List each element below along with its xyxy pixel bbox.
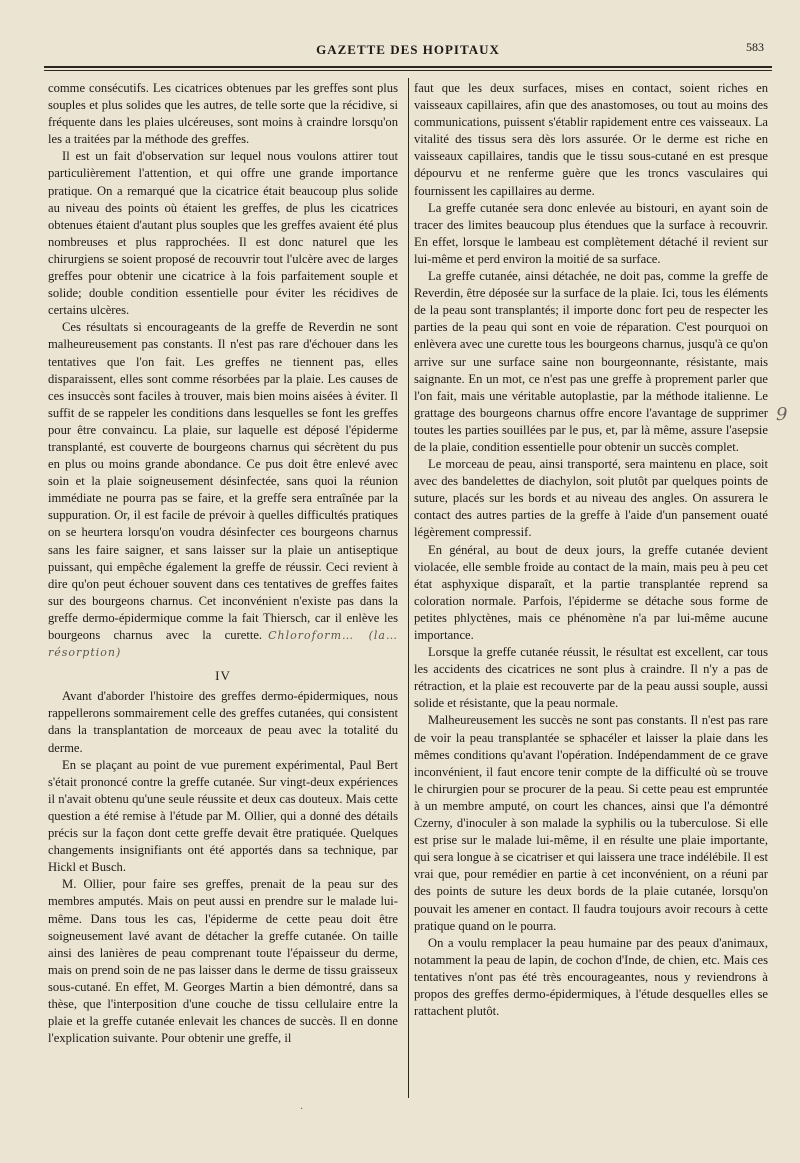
left-column: [48, 80, 398, 1090]
paragraph: La greffe cutanée, ainsi détachée, ne doit pas, comme la greffe de Reverdin, être déposée sur la surface de la plaie. Ici, tous les éléments de la peau sont transplantés; il importe donc fort peu de respecter les parties de la peau qui sont en voie de réparation. C'est pourquoi on enlèvera avec une curette tous les bourgeons charnus, jusqu'à ce qu'on arrive sur une surface saine non bourgeonnante, résistante, mais saignante. En un mot, ce n'est pas une greffe à proprement parler que l'on fait, mais une véritable autoplastie, par la méthode italienne. Le grattage des bourgeons charnus offre encore l'avantage de supprimer toutes les parties souillées par le pus, et, par là même, assure l'asepsie de la plaie, condition essentielle pour obtenir un succès complet.: [414, 269, 768, 454]
paragraph: comme consécutifs. Les cicatrices obtenues par les greffes sont plus souples et plus solides que les autres, de telle sorte que la récidive, si fréquente dans les plaies ulcéreuses, sont moins à craindre lorsqu'on les a traitées par la méthode des greffes.: [48, 81, 398, 147]
paragraph: On a voulu remplacer la peau humaine par des peaux d'animaux, notamment la peau de lapin, de cochon d'Inde, de chien, etc. Mais ces tentatives n'ont pas été très encourageantes, nous y reviendrons à propos des greffes dermo-épidermiques, à l'étude desquelles elles se rattachent plutôt.: [414, 935, 768, 1019]
paragraph: En général, au bout de deux jours, la greffe cutanée devient violacée, elle semble froide au contact de la main, mais peu à peu cet état asphyxique disparaît, et la partie transplantée reprend sa coloration normale. Parfois, l'épiderme se détache sous forme de petites phlyctènes, mais ce phénomène n'a par lui-même aucune importance.: [414, 542, 768, 642]
paragraph: Lorsque la greffe cutanée réussit, le résultat est excellent, car tous les accidents des cicatrices ne sont plus à craindre. Il n'y a pas de rétraction, et la plaie est recouverte par de la peau aussi souple, aussi solide et résistante, que la peau normale.: [414, 645, 768, 711]
section-heading: IV: [215, 668, 231, 684]
page-number: 583: [746, 40, 764, 54]
header-rule-thin: [44, 70, 772, 71]
header-rule-thick: [44, 66, 772, 68]
paragraph: Le morceau de peau, ainsi transporté, sera maintenu en place, soit avec des bandelettes de diachylon, soit plutôt par quelques points de suture, placés sur les bords et au niveau des angles. On assurera le contact des autres parties de la greffe à l'aide d'un pansement ouaté légèrement compressif.: [414, 457, 768, 540]
column-divider: [408, 78, 409, 1098]
paragraph: faut que les deux surfaces, mises en contact, soient riches en vaisseaux capillaires, afin que des anastomoses, ou tout au moins des communications, puissent s'établir rapidement entre ces vaisseaux. La vitalité des tissus sera dès lors assurée. Or le derme est riche en vaisseaux capillaires, tandis que le tissu sous-cutané en est presque dépourvu et ne renferme guère que les troncs vasculaires qui fournissent les capillaires au derme.: [414, 81, 768, 198]
right-column: [414, 80, 768, 1090]
paragraph: Il est un fait d'observation sur lequel nous voulons attirer tout particulièrement l'attention, et qui offre une grande importance pratique. On a remarqué que la cicatrice était beaucoup plus solide au niveau des points où étaient les greffes, de plus les cicatrices obtenues étaient d'autant plus souples que les greffes avaient été plus nombreuses et plus rapprochées. Il est donc naturel que les chirurgiens se soient proposé de recouvrir tout l'ulcère avec de larges greffes pour obtenir une cicatrice à la fois parfaitement souple et solide; double condition essentielle pour éviter les récidives de certains ulcères.: [48, 149, 398, 318]
margin-annotation: 9: [776, 404, 788, 425]
foot-mark: ·: [300, 1104, 304, 1115]
page-header: [48, 40, 768, 62]
paragraph: Avant d'aborder l'histoire des greffes dermo-épidermiques, nous rappellerons sommairement celle des greffes cutanées, qui consistent dans la transplantation de morceaux de peau avec la totalité du derme.: [48, 689, 398, 755]
paragraph: [48, 319, 398, 661]
paragraph: La greffe cutanée sera donc enlevée au bistouri, en ayant soin de tracer des limites beaucoup plus étendues que la surface à recouvrir. En effet, lorsque le lambeau est complètement détaché il revient sur lui-même et perd environ la moitié de sa surface.: [414, 200, 768, 266]
running-title: GAZETTE DES HOPITAUX: [316, 42, 500, 57]
paragraph: En se plaçant au point de vue purement expérimental, Paul Bert s'était prononcé contre la greffe cutanée. Sur vingt-deux expériences il n'avait obtenu qu'une seule réussite et deux cas douteux. Mais cette question a été remise à l'étude par M. Ollier, qui a donné des détails précis sur la façon dont cette greffe devait être pratiquée. Quelques changements insignifiants ont été apportés dans sa technique, par Hickl et Busch.: [48, 757, 398, 875]
paragraph: M. Ollier, pour faire ses greffes, prenait de la peau sur des membres amputés. Mais on peut aussi en prendre sur le malade lui-même. Dans tous les cas, l'épiderme de cette peau doit être soigneusement lavé avant de détacher la greffe cutanée. On taille ainsi des lanières de peau comprenant toute l'épaisseur du derme, mais on prend soin de ne pas laisser dans le derme de tissu graisseux sous-cutané. En effet, M. Georges Martin a bien démontré, dans sa thèse, que l'interposition d'une couche de tissu cellulaire entre la plaie et la greffe cutanée enlevait les chances de succès. Il en donne l'explication suivante. Pour obtenir une greffe, il: [48, 877, 398, 1046]
paragraph: Malheureusement les succès ne sont pas constants. Il n'est pas rare de voir la peau transplantée se sphacéler et laisser la plaie dans les mêmes conditions qu'avant l'opération. Indépendamment de ce grave inconvénient, il faut encore tenir compte de la difficulté où se trouve le chirurgien pour se procurer de la peau. Si cette peau est empruntée à un membre amputé, on court les chances, ainsi que l'a démontré Czerny, d'inoculer à son malade la syphilis ou la tuberculose. Si elle est prise sur le malade lui-même, il en résulte une plaie importante, qui sera longue à se cicatriser et qui laissera une trace indélébile. Il est vrai que, pour remédier en partie à cet inconvénient, on a réuni par des points de suture les deux bords de la plaie cutanée, lorsqu'on pouvait les amener en contact. Il faudra toujours avoir recours à cette pratique quand on le pourra.: [414, 713, 768, 933]
pencil-annotation: Chloroform… (la… résorption): [48, 629, 398, 660]
paragraph-text: Ces résultats si encourageants de la greffe de Reverdin ne sont malheureusement pas constants. Il n'est pas rare d'échouer dans les tentatives que l'on fait. Les greffes ne tiennent pas, elles disparaissent, elles sont comme résorbées par la plaie. Les causes de ces insuccès sont faciles à trouver, mais bien moins aisées à éviter. Il suffit de se rappeler les conditions dans lesquelles se font les greffes pour être convaincu. La plaie, sur laquelle est déposé l'épiderme transplanté, est couverte de bourgeons charnus qui sécrètent du pus en plus ou moins grande abondance. Ce pus doit être enlevé avec soin et la plaie soigneusement désinfectée, sans quoi la réunion immédiate ne pourra pas se faire, et la greffe sera entraînée par la suppuration. Or, il est facile de prévoir à quelles difficultés pratiques on se heurtera lorsqu'on voudra désinfecter ces bourgeons charnus sans les faire saigner, et sans laisser sur la plaie un antiseptique puissant, qui empêche également la greffe de réussir. Ceci revient à dire qu'on peut échouer souvent dans ces tentatives de greffes faites sur des bourgeons charnus. Cet inconvénient n'existe pas dans la greffe dermo-épidermique comme la fait Thiersch, car il enlève les bourgeons charnus avec la curette.: [48, 320, 398, 642]
